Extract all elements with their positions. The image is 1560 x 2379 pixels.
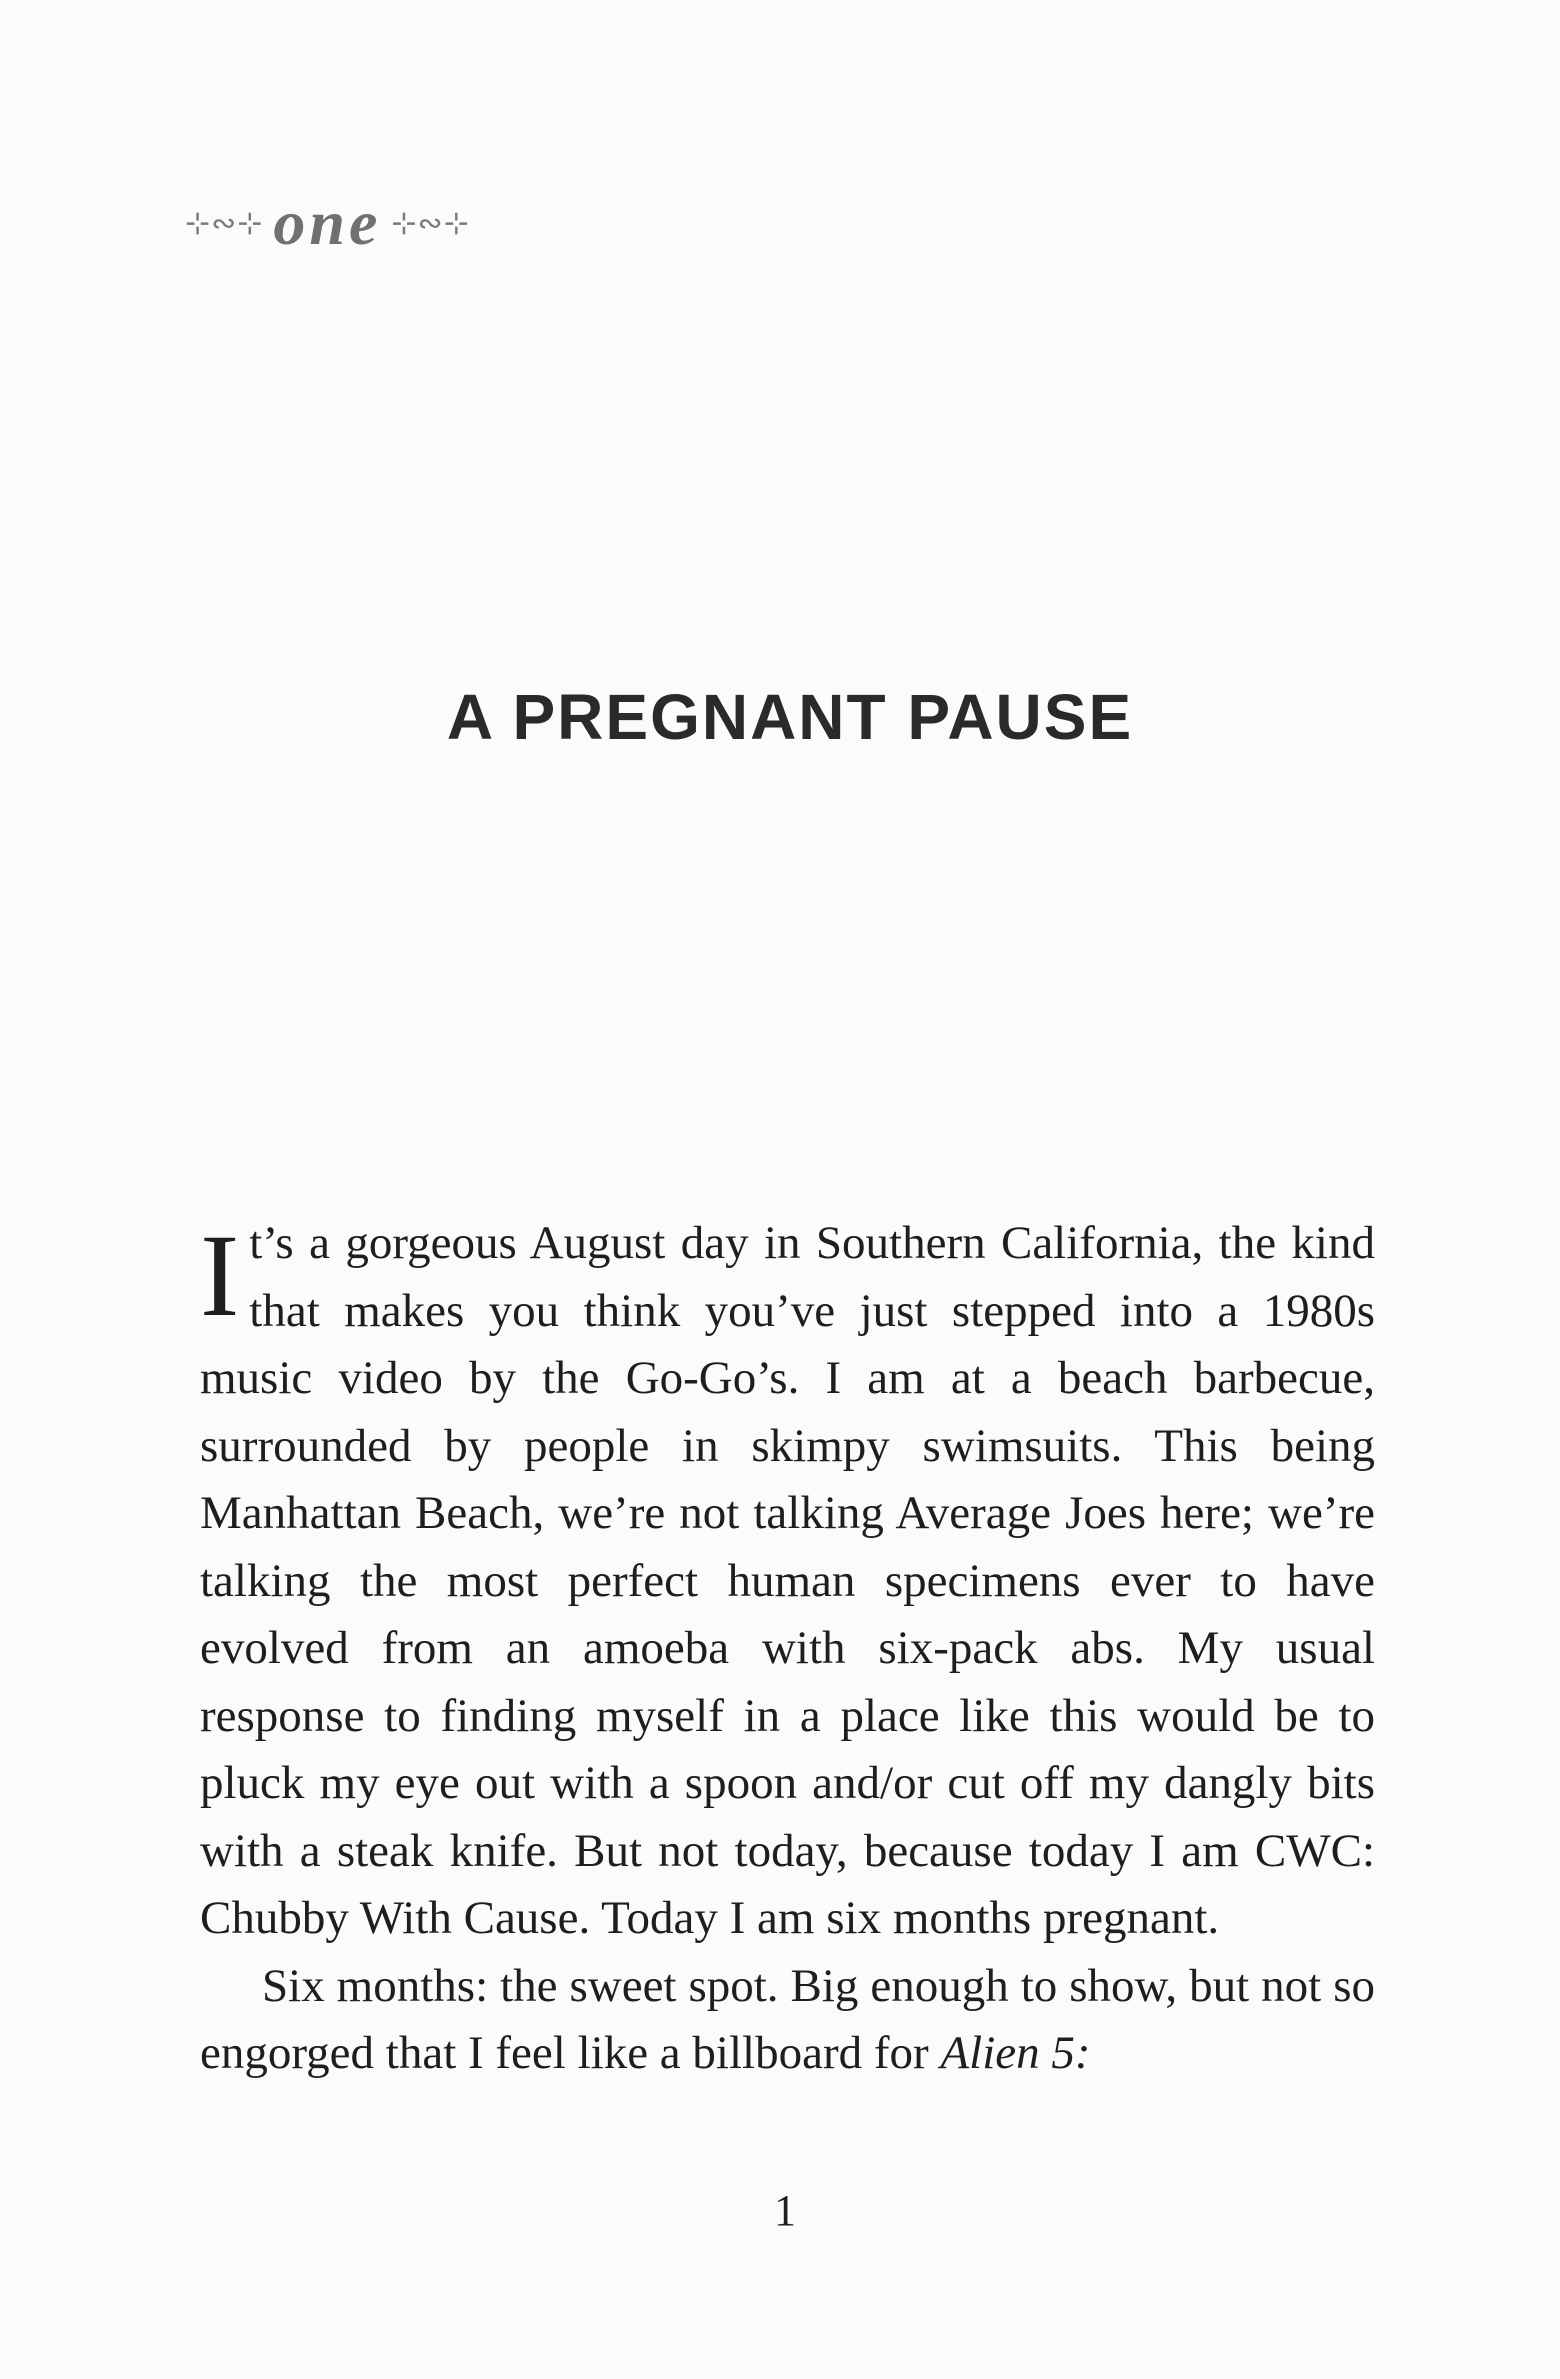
paragraph-2-italic: Alien 5: [940,2027,1091,2079]
paragraph-1 [200,1210,1375,1953]
chapter-number: one [273,187,382,258]
paragraph-2 [200,1953,1375,2088]
body-text [200,1210,1375,2088]
paragraph-1-text: t’s a gorgeous August day in Southern California, the kind that makes you think you’ve just stepped into a 1980s music video by the Go-Go’s. I am at a beach barbecue, surrounded by people in skimpy swimsuits. This being Manhattan Beach, we’re not talking Average Joes here; we’re talking the most perfect human specimens ever to have evolved from an amoeba with six-pack abs. My usual response to finding myself in a place like this would be to pluck my eye out with a spoon and/or cut off my dangly bits with a steak knife. But not today, because today I am CWC: Chubby With Cause. Today I am six months pregnant. [200,1217,1375,1944]
ornament-right-icon: ⊹∾⊹ [391,205,470,241]
chapter-label [185,188,470,258]
page-number: 1 [774,2186,796,2235]
ornament-left-icon: ⊹∾⊹ [185,205,264,241]
drop-cap: I [200,1210,240,1341]
chapter-title: A PREGNANT PAUSE [446,681,1134,753]
paragraph-2-text: Six months: the sweet spot. Big enough to show, but not so engorged that I feel like a billboard for [200,1959,1375,2079]
